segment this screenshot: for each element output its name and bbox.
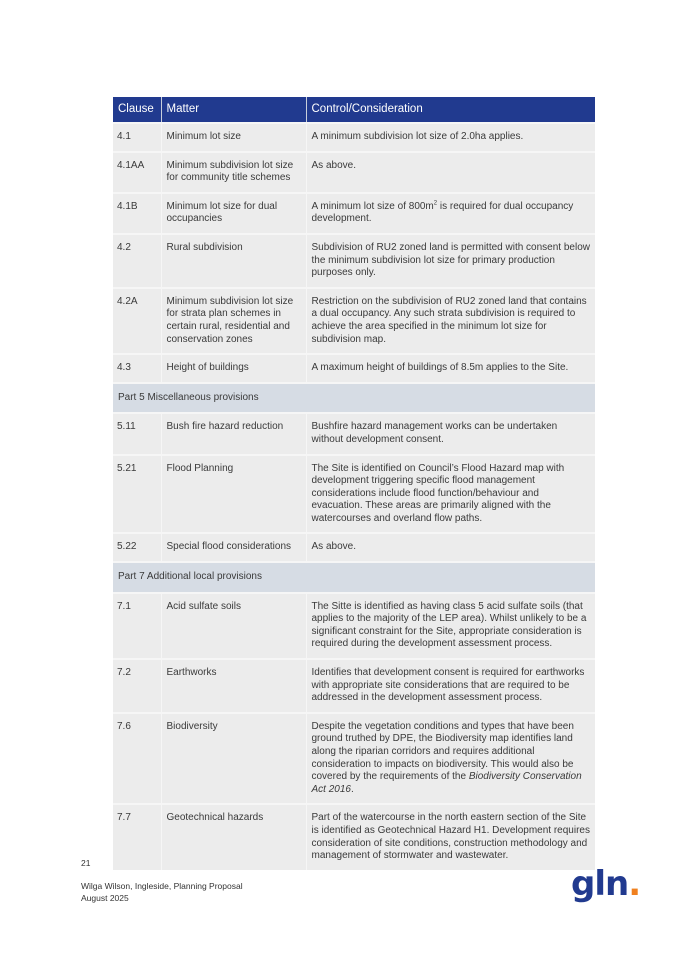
logo-text: gln	[571, 864, 629, 904]
clause-cell: 7.2	[113, 659, 161, 713]
superscript: 2	[433, 200, 438, 207]
document-date: August 2025	[81, 892, 129, 903]
matter-cell: Biodiversity	[161, 713, 306, 805]
matter-cell: Height of buildings	[161, 354, 306, 383]
header-matter: Matter	[161, 97, 306, 123]
table-row	[113, 659, 595, 713]
control-cell: A minimum subdivision lot size of 2.0ha applies.	[306, 123, 595, 152]
clause-cell: 5.22	[113, 533, 161, 562]
matter-cell: Minimum lot size for dual occupancies	[161, 193, 306, 234]
control-cell: The Sitte is identified as having class 5 acid sulfate soils (that applies to the majority of the LEP area). Whilst unlikely to be a significant constraint for the Site, appropriate consideration is required during the development assessment process.	[306, 593, 595, 659]
section-row	[113, 562, 595, 593]
logo-dot: .	[628, 864, 641, 904]
matter-cell: Flood Planning	[161, 455, 306, 534]
matter-cell: Earthworks	[161, 659, 306, 713]
table-row	[113, 193, 595, 234]
matter-cell: Special flood considerations	[161, 533, 306, 562]
control-cell: Bushfire hazard management works can be undertaken without development consent.	[306, 413, 595, 454]
matter-cell: Acid sulfate soils	[161, 593, 306, 659]
table-row	[113, 455, 595, 534]
clause-cell: 7.6	[113, 713, 161, 805]
control-cell: A maximum height of buildings of 8.5m applies to the Site.	[306, 354, 595, 383]
act-title: Biodiversity Conservation Act 2016	[311, 771, 582, 795]
clause-cell: 4.2A	[113, 288, 161, 354]
control-text: is required for dual occupancy development.	[311, 200, 574, 225]
matter-cell: Rural subdivision	[161, 234, 306, 288]
control-cell	[306, 193, 595, 234]
page-number: 21	[81, 858, 91, 868]
clause-cell: 7.1	[113, 593, 161, 659]
table-body	[113, 123, 595, 870]
header-control: Control/Consideration	[306, 97, 595, 123]
table-row	[113, 713, 595, 805]
clause-cell: 4.1B	[113, 193, 161, 234]
table-row	[113, 804, 595, 869]
section-label: Part 5 Miscellaneous provisions	[113, 383, 595, 414]
control-cell: Part of the watercourse in the north eastern section of the Site is identified as Geotechnical Hazard H1. Development requires consideration of site conditions, construction methodology and management of stormwater and wastewater.	[306, 804, 595, 869]
matter-cell: Geotechnical hazards	[161, 804, 306, 869]
control-cell: Identifies that development consent is required for earthworks with appropriate site considerations that are required to be addressed in the development assessment process.	[306, 659, 595, 713]
planning-controls-table	[113, 97, 595, 870]
control-cell: Restriction on the subdivision of RU2 zoned land that contains a dual occupancy. Any such strata subdivision is required to achieve the area specified in the minimum lot size for subdivision map.	[306, 288, 595, 354]
header-clause: Clause	[113, 97, 161, 123]
document-title: Wilga Wilson, Ingleside, Planning Proposal	[81, 881, 243, 891]
table-row	[113, 288, 595, 354]
control-cell: The Site is identified on Council’s Flood Hazard map with development triggering specific flood management considerations include flood function/behaviour and evacuation. These areas are primarily aligned with the watercourses and overland flow paths.	[306, 455, 595, 534]
matter-cell: Bush fire hazard reduction	[161, 413, 306, 454]
clause-cell: 5.11	[113, 413, 161, 454]
control-cell	[306, 713, 595, 805]
control-text: Despite the vegetation conditions and types that have been ground truthed by DPE, the Biodiversity map identifies land along the riparian corridors and requires additional consideration to impacts on biodiversity. This would also be covered by the requirements of the	[311, 720, 574, 783]
table-header-row	[113, 97, 595, 123]
table-row	[113, 123, 595, 152]
matter-cell: Minimum lot size	[161, 123, 306, 152]
clause-cell: 7.7	[113, 804, 161, 869]
table-row	[113, 234, 595, 288]
clause-cell: 4.3	[113, 354, 161, 383]
table-row	[113, 152, 595, 193]
matter-cell: Minimum subdivision lot size for community title schemes	[161, 152, 306, 193]
control-text: .	[350, 783, 354, 795]
clause-cell: 4.1AA	[113, 152, 161, 193]
table-row	[113, 533, 595, 562]
footer	[81, 881, 243, 904]
control-cell: Subdivision of RU2 zoned land is permitted with consent below the minimum subdivision lot size for primary production purposes only.	[306, 234, 595, 288]
section-label: Part 7 Additional local provisions	[113, 562, 595, 593]
table-row	[113, 593, 595, 659]
section-row	[113, 383, 595, 414]
table-row	[113, 354, 595, 383]
table-row	[113, 413, 595, 454]
clause-cell: 4.2	[113, 234, 161, 288]
control-cell: As above.	[306, 533, 595, 562]
control-text: A minimum lot size of 800m	[311, 200, 434, 212]
clause-cell: 5.21	[113, 455, 161, 534]
control-cell: As above.	[306, 152, 595, 193]
matter-cell: Minimum subdivision lot size for strata plan schemes in certain rural, residential and conservation zones	[161, 288, 306, 354]
clause-cell: 4.1	[113, 123, 161, 152]
gln-logo	[571, 864, 641, 904]
